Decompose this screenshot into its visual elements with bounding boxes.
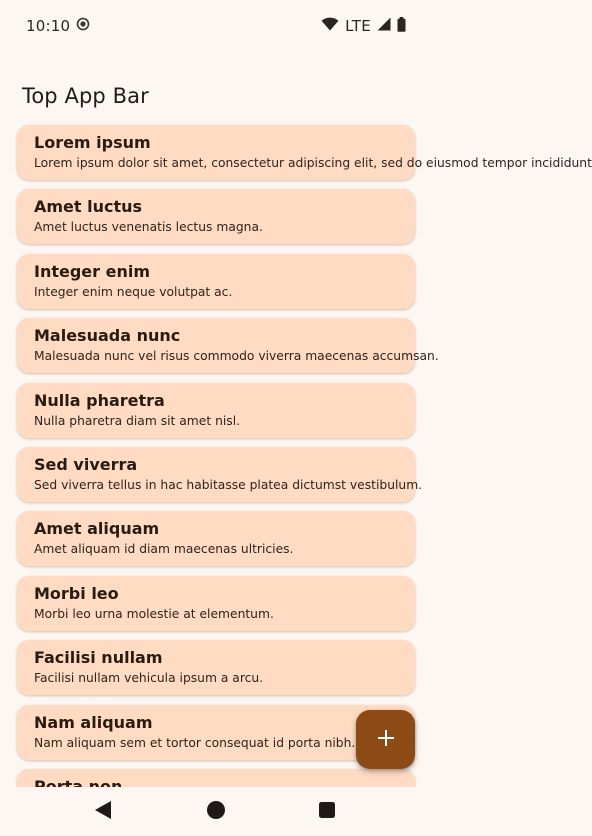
system-nav-bar (0, 787, 432, 836)
status-time: 10:10 (26, 17, 71, 35)
list-scroll-area[interactable] (0, 124, 592, 787)
list-item-title: Facilisi nullam (34, 648, 163, 668)
wifi-icon (321, 17, 339, 35)
list-item-card[interactable] (17, 447, 423, 502)
list-item-body: Amet luctus venenatis lectus magna. (34, 220, 263, 235)
list-item-title: Nulla pharetra (34, 390, 165, 410)
list-item-title: Sed viverra (34, 455, 138, 474)
list-item-body: Facilisi nullam vehicula ipsum a arcu. (34, 671, 264, 686)
add-icon (376, 728, 396, 751)
list-item-body: Amet aliquam id diam maecenas ultricies. (34, 542, 294, 557)
list-item-title: Amet luctus (34, 197, 143, 217)
network-type: LTE (345, 17, 371, 35)
home-icon (206, 800, 226, 824)
list-item-title: Integer enim (34, 261, 151, 281)
list-item-title: Morbi leo (34, 583, 119, 603)
recents-icon (318, 801, 336, 823)
top-app-bar (0, 76, 432, 116)
recents-button[interactable] (297, 787, 357, 836)
status-left (26, 17, 90, 35)
list-item-card[interactable] (17, 254, 415, 309)
list-item-title: Lorem ipsum (34, 133, 151, 152)
record-icon (76, 17, 90, 35)
add-fab-button[interactable] (356, 710, 415, 769)
list-item-card[interactable] (17, 318, 439, 373)
list-item-card[interactable] (17, 511, 415, 566)
list-item-card[interactable] (17, 640, 415, 695)
status-right (321, 17, 406, 36)
list-item-body: Integer enim neque volutpat ac. (34, 284, 233, 299)
list-item-card[interactable] (17, 383, 415, 438)
list-item-body: Morbi leo urna molestie at elementum. (34, 606, 274, 621)
back-button[interactable] (73, 787, 133, 836)
list-item-title: Amet aliquam (34, 519, 160, 539)
app-bar-title: Top App Bar (22, 84, 149, 108)
home-button[interactable] (186, 787, 246, 836)
list-item-body: Lorem ipsum dolor sit amet, consectetur adipiscing elit, sed do eiusmod tempor incididunt (34, 156, 592, 170)
list-item-card[interactable] (17, 576, 415, 631)
cell-signal-icon (377, 17, 391, 35)
list-item-body: Sed viverra tellus in hac habitasse platea dictumst vestibulum. (34, 478, 423, 492)
list-item-card[interactable] (17, 125, 592, 180)
battery-icon (397, 17, 406, 36)
status-bar (0, 0, 432, 52)
back-icon (94, 800, 112, 824)
list-item-title: Nam aliquam (34, 712, 153, 732)
list-item-card[interactable] (17, 189, 415, 244)
list-item-body: Nam aliquam sem et tortor consequat id porta nibh. (34, 735, 356, 750)
list-item-title: Malesuada nunc (34, 326, 181, 346)
list-item-body: Malesuada nunc vel risus commodo viverra maecenas accumsan. (34, 349, 439, 364)
list-item-body: Nulla pharetra diam sit amet nisl. (34, 413, 241, 428)
